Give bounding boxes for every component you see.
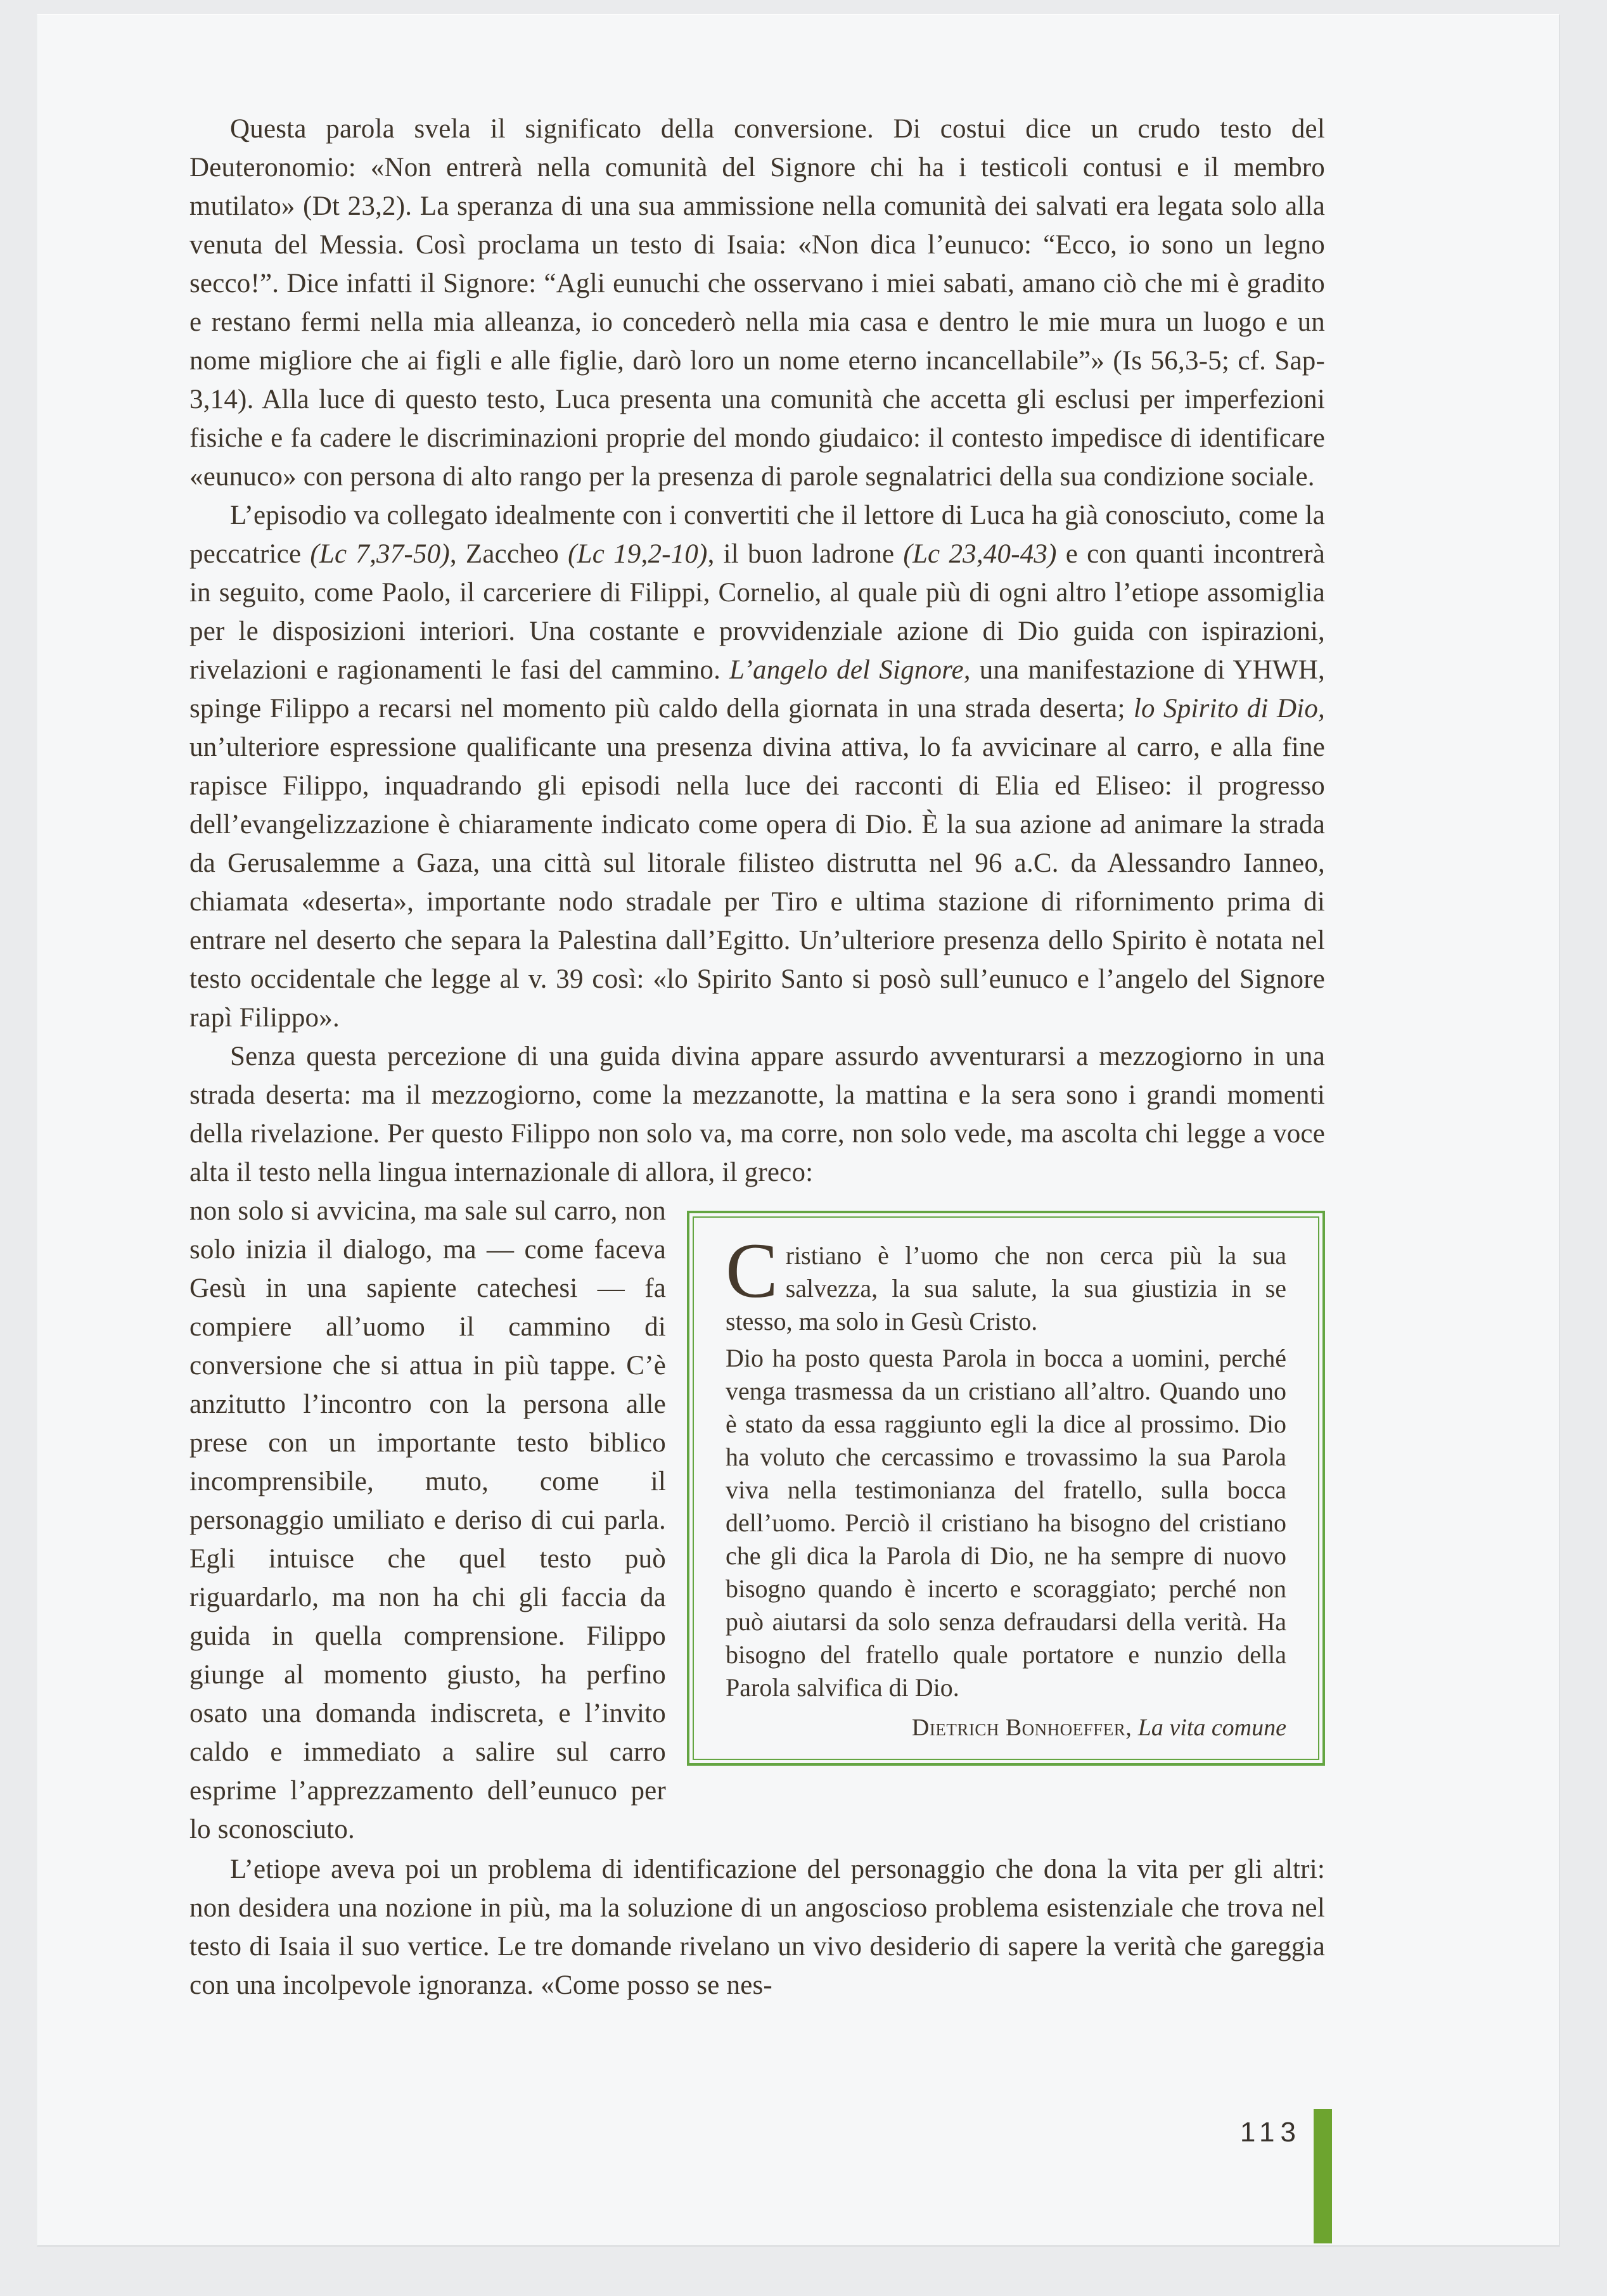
- scanned-page: [37, 14, 1560, 2247]
- body-paragraph: L’episodio va collegato idealmente con i convertiti che il lettore di Luca ha già conosciuto, come la peccatrice (Lc 7,37-50), Zaccheo (Lc 19,2-10), il buon ladrone (Lc 23,40-43) e con quanti incontrerà in seguito, come Paolo, il carceriere di Filippi, Cornelio, al quale più di ogni altro l’etiope assomiglia per le disposizioni interiori. Una costante e provvidenziale azione di Dio guida con ispirazioni, rivelazioni e ragionamenti le fasi del cammino. L’angelo del Signore, una manifestazione di YHWH, spinge Filippo a recarsi nel momento più caldo della giornata in una strada deserta; lo Spirito di Dio, un’ulteriore espressione qualificante una presenza divina attiva, lo fa avvicinare al carro, e alla fine rapisce Filippo, inquadrando gli episodi nella luce dei racconti di Elia ed Eliseo: il progresso dell’evangelizzazione è chiaramente indicato come opera di Dio. È la sua azione ad animare la strada da Gerusalemme a Gaza, una città sul litorale filisteo distrutta nel 96 a.C. da Alessandro Ianneo, chiamata «deserta», importante nodo stradale per Tiro e ultima stazione di rifornimento prima di entrare nel deserto che separa la Palestina dall’Egitto. Un’ulteriore presenza dello Spirito è notata nel testo occidentale che legge al v. 39 così: «lo Spirito Santo si posò sull’eunuco e l’angelo del Signore rapì Filippo».: [189, 501, 1326, 1033]
- main-text-block: [189, 110, 1325, 1192]
- body-paragraph: Questa parola svela il significato della conversione. Di costui dice un crudo testo del Deuteronomio: «Non entrerà nella comunità del Signore chi ha i testicoli contusi e il membro mutilato» (Dt 23,2). La speranza di una sua ammissione nella comunità dei salvati era legata solo alla venuta del Messia. Così proclama un testo di Isaia: «Non dica l’eunuco: “Ecco, io sono un legno secco!”. Dice infatti il Signore: “Agli eunuchi che osservano i miei sabati, amano ciò che mi è gradito e restano fermi nella mia alleanza, io concederò nella mia casa e dentro le mie mura un luogo e un nome migliore che ai figli e alle figlie, darò loro un nome eterno incancellabile”» (Is 56,3-5; cf. Sap-3,14). Alla luce di questo testo, Luca presenta una comunità che accetta gli esclusi per imperfezioni fisiche e fa cadere le discriminazioni proprie del mondo giudaico: il contesto impedisce di identificare «eunuco» con persona di alto rango per la presenza di parole segnalatrici della sua condizione sociale.: [189, 114, 1325, 492]
- body-paragraph: Senza questa percezione di una guida divina appare assurdo avventurarsi a mezzogiorno in una strada deserta: ma il mezzogiorno, come la mezzanotte, la mattina e la sera sono i grandi momenti della rivelazione. Per questo Filippo non solo va, ma corre, non solo vede, ma ascolta chi legge a voce alta il testo nella lingua internazionale di allora, il greco:: [189, 1042, 1325, 1187]
- page-content: [189, 110, 1325, 2005]
- quote-attribution: [726, 1713, 1286, 1742]
- drop-cap: C: [726, 1227, 778, 1314]
- quote-box-inner: [693, 1216, 1319, 1760]
- quote-paragraph: [726, 1227, 1286, 1338]
- quote-author: Dietrich Bonhoeffer,: [911, 1714, 1132, 1741]
- page-number: 113: [1239, 2117, 1302, 2148]
- quote-paragraph-text: ristiano è l’uomo che non cerca più la sua salvezza, la sua salute, la sua giustizia in se stesso, ma solo in Gesù Cristo.: [726, 1241, 1286, 1336]
- page-number-green-bar: [1314, 2109, 1332, 2243]
- left-column-paragraph: non solo si avvicina, ma sale sul carro, non solo inizia il dialogo, ma — come faceva Gesù in una sapiente catechesi — fa compiere all’uomo il cammino di conversione che si attua in più tappe. C’è anzitutto l’incontro con la persona alle prese con un importante testo biblico incomprensibile, muto, come il personaggio umiliato e deriso di cui parla. Egli intuisce che quel testo può riguardarlo, ma non ha chi gli faccia da guida in quella comprensione. Filippo giunge al momento giusto, ha perfino osato una domanda indiscreta, e l’invito caldo e immediato a salire sul carro esprime l’apprezzamento dell’eunuco per lo sconosciuto.: [189, 1196, 666, 1844]
- quote-box: [687, 1211, 1325, 1766]
- two-column-region: [189, 1192, 1325, 1849]
- quote-paragraph: Dio ha posto questa Parola in bocca a uomini, perché venga trasmessa da un cristiano all’altro. Quando uno è stato da essa raggiunto egli la dice al prossimo. Dio ha voluto che cercassimo e trovassimo la sua Parola viva nella testimonianza del fratello, sulla bocca dell’uomo. Perciò il cristiano ha bisogno del cristiano che gli dica la Parola di Dio, ne ha sempre di nuovo bisogno quando è incerto e scoraggiato; perché non può aiutarsi da solo senza defraudarsi della verità. Ha bisogno del fratello quale portatore e nunzio della Parola salvifica di Dio.: [726, 1344, 1286, 1702]
- quote-source-title: La vita comune: [1137, 1714, 1286, 1741]
- closing-paragraph: L’etiope aveva poi un problema di identificazione del personaggio che dona la vita per gli altri: non desidera una nozione in più, ma la soluzione di un angoscioso problema esistenziale che trova nel testo di Isaia il suo vertice. Le tre domande rivelano un vivo desiderio di sapere la verità che gareggia con una incolpevole ignoranza. «Come posso se nes-: [189, 1854, 1325, 2000]
